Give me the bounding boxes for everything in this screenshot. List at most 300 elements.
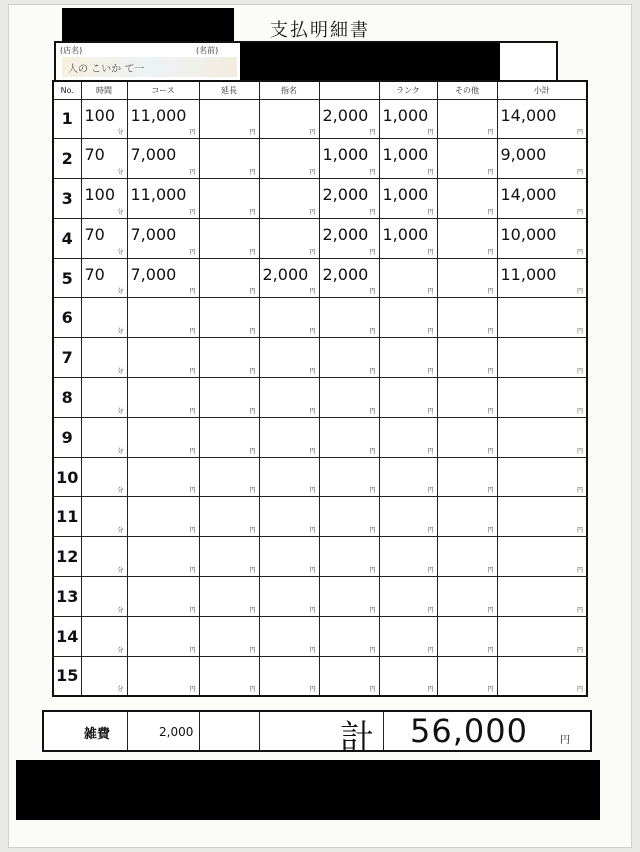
table-cell <box>437 139 497 179</box>
unit-label: 円 <box>309 447 316 455</box>
unit-label: 円 <box>189 487 196 495</box>
row-number: 4 <box>53 218 81 258</box>
table-cell <box>379 537 437 577</box>
unit-label: 分 <box>117 288 124 296</box>
table-cell <box>259 99 319 139</box>
unit-label: 円 <box>249 208 256 216</box>
table-cell <box>437 179 497 219</box>
table-cell <box>497 577 587 617</box>
table-cell <box>437 298 497 338</box>
unit-label: 円 <box>427 368 434 376</box>
unit-label: 円 <box>487 527 494 535</box>
table-cell <box>199 457 259 497</box>
unit-label: 円 <box>369 169 376 177</box>
unit-label: 分 <box>117 527 124 535</box>
unit-label: 円 <box>427 248 434 256</box>
table-cell <box>259 298 319 338</box>
column-header: コース <box>127 81 199 99</box>
table-cell <box>497 218 587 258</box>
table-cell <box>81 378 127 418</box>
table-cell <box>319 656 379 696</box>
unit-label: 円 <box>487 328 494 336</box>
unit-label: 円 <box>249 685 256 693</box>
unit-label: 円 <box>576 248 583 256</box>
table-cell <box>81 616 127 656</box>
unit-label: 円 <box>487 567 494 575</box>
row-number: 3 <box>53 179 81 219</box>
payment-table <box>52 80 588 697</box>
table-cell <box>379 258 437 298</box>
table-cell <box>199 179 259 219</box>
unit-label: 円 <box>189 447 196 455</box>
row-number: 11 <box>53 497 81 537</box>
table-cell <box>81 99 127 139</box>
unit-label: 分 <box>117 328 124 336</box>
unit-label: 円 <box>189 646 196 654</box>
table-cell <box>437 577 497 617</box>
unit-label: 円 <box>369 487 376 495</box>
table-cell <box>199 99 259 139</box>
unit-label: 円 <box>189 208 196 216</box>
unit-label: 分 <box>117 129 124 137</box>
total-label: 計 <box>340 718 374 758</box>
table-cell <box>259 378 319 418</box>
table-cell <box>437 218 497 258</box>
unit-label: 分 <box>117 646 124 654</box>
row-number: 9 <box>53 417 81 457</box>
table-cell <box>497 457 587 497</box>
table-cell <box>259 139 319 179</box>
unit-label: 円 <box>369 328 376 336</box>
unit-label: 円 <box>427 208 434 216</box>
cell-value: 7,000 <box>130 145 177 165</box>
cell-value: 1,000 <box>382 224 429 244</box>
unit-label: 円 <box>189 169 196 177</box>
unit-label: 円 <box>189 288 196 296</box>
unit-label: 円 <box>249 129 256 137</box>
table-cell <box>437 537 497 577</box>
unit-label: 円 <box>369 685 376 693</box>
unit-label: 分 <box>117 368 124 376</box>
cell-value: 2,000 <box>322 224 369 244</box>
table-cell <box>497 179 587 219</box>
unit-label: 分 <box>117 208 124 216</box>
table-row <box>53 577 587 617</box>
table-cell <box>81 338 127 378</box>
table-cell <box>81 179 127 219</box>
table-cell <box>379 298 437 338</box>
row-number: 5 <box>53 258 81 298</box>
unit-label: 円 <box>576 368 583 376</box>
table-cell <box>127 378 199 418</box>
table-cell <box>437 378 497 418</box>
cell-value: 100 <box>84 105 116 125</box>
cell-value: 7,000 <box>130 264 177 284</box>
table-cell <box>437 338 497 378</box>
table-cell <box>319 99 379 139</box>
table-cell <box>127 139 199 179</box>
unit-label: 円 <box>249 567 256 575</box>
unit-label: 円 <box>309 169 316 177</box>
unit-label: 円 <box>369 288 376 296</box>
unit-label: 円 <box>369 567 376 575</box>
table-row <box>53 139 587 179</box>
table-cell <box>81 577 127 617</box>
unit-label: 円 <box>427 328 434 336</box>
unit-label: 円 <box>309 527 316 535</box>
unit-label: 円 <box>487 646 494 654</box>
unit-label: 円 <box>369 407 376 415</box>
unit-label: 円 <box>249 407 256 415</box>
table-cell <box>259 338 319 378</box>
table-cell <box>379 497 437 537</box>
row-number: 8 <box>53 378 81 418</box>
unit-label: 円 <box>249 487 256 495</box>
unit-label: 分 <box>117 685 124 693</box>
cell-value: 2,000 <box>322 264 369 284</box>
unit-label: 円 <box>369 248 376 256</box>
table-cell <box>199 338 259 378</box>
total-value: 56,000 <box>410 712 528 750</box>
unit-label: 円 <box>576 646 583 654</box>
cell-value: 7,000 <box>130 224 177 244</box>
table-cell <box>199 258 259 298</box>
unit-label: 円 <box>249 606 256 614</box>
table-cell <box>497 258 587 298</box>
table-row <box>53 497 587 537</box>
table-cell <box>127 616 199 656</box>
unit-label: 円 <box>189 407 196 415</box>
table-cell <box>259 218 319 258</box>
shop-label: (店名) <box>60 46 83 55</box>
unit-label: 円 <box>487 447 494 455</box>
table-cell <box>259 179 319 219</box>
table-cell <box>81 218 127 258</box>
table-cell <box>319 338 379 378</box>
table-cell <box>199 656 259 696</box>
table-cell <box>319 179 379 219</box>
table-cell <box>199 378 259 418</box>
unit-label: 円 <box>427 567 434 575</box>
table-cell <box>497 139 587 179</box>
cell-value: 14,000 <box>500 185 557 205</box>
unit-label: 円 <box>189 606 196 614</box>
table-cell <box>437 616 497 656</box>
table-cell <box>199 139 259 179</box>
table-cell <box>127 179 199 219</box>
unit-label: 円 <box>249 288 256 296</box>
row-number: 13 <box>53 577 81 617</box>
row-number: 14 <box>53 616 81 656</box>
table-cell <box>199 616 259 656</box>
table-cell <box>379 577 437 617</box>
table-row <box>53 656 587 696</box>
table-cell <box>199 497 259 537</box>
column-header: 指名 <box>259 81 319 99</box>
table-row <box>53 417 587 457</box>
column-header <box>319 81 379 99</box>
unit-label: 円 <box>487 288 494 296</box>
unit-label: 円 <box>487 248 494 256</box>
table-cell <box>259 656 319 696</box>
table-cell <box>497 378 587 418</box>
unit-label: 分 <box>117 567 124 575</box>
column-header: ランク <box>379 81 437 99</box>
table-cell <box>379 656 437 696</box>
table-cell <box>319 577 379 617</box>
unit-label: 円 <box>309 368 316 376</box>
unit-label: 円 <box>309 129 316 137</box>
table-cell <box>259 616 319 656</box>
row-number: 7 <box>53 338 81 378</box>
unit-label: 円 <box>576 567 583 575</box>
unit-label: 円 <box>576 447 583 455</box>
row-number: 10 <box>53 457 81 497</box>
table-cell <box>497 99 587 139</box>
unit-label: 円 <box>427 288 434 296</box>
table-cell <box>81 298 127 338</box>
table-cell <box>199 577 259 617</box>
unit-label: 円 <box>309 567 316 575</box>
row-number: 2 <box>53 139 81 179</box>
unit-label: 円 <box>189 527 196 535</box>
column-header: その他 <box>437 81 497 99</box>
table-cell <box>379 139 437 179</box>
footer-row <box>42 710 592 758</box>
table-cell <box>437 656 497 696</box>
table-cell <box>379 179 437 219</box>
unit-label: 円 <box>576 328 583 336</box>
table-row <box>53 179 587 219</box>
table-cell <box>127 656 199 696</box>
table-cell <box>437 99 497 139</box>
unit-label: 円 <box>369 646 376 654</box>
unit-label: 円 <box>309 407 316 415</box>
redaction-name <box>240 43 500 83</box>
cell-value: 9,000 <box>500 145 547 165</box>
unit-label: 円 <box>576 407 583 415</box>
table-cell <box>81 656 127 696</box>
unit-label: 円 <box>309 208 316 216</box>
column-header: 小計 <box>497 81 587 99</box>
unit-label: 分 <box>117 407 124 415</box>
table-cell <box>127 258 199 298</box>
unit-label: 円 <box>189 328 196 336</box>
table-cell <box>497 338 587 378</box>
table-cell <box>127 497 199 537</box>
table-cell <box>81 457 127 497</box>
table-row <box>53 378 587 418</box>
table-row <box>53 616 587 656</box>
unit-label: 円 <box>427 407 434 415</box>
table-cell <box>497 537 587 577</box>
table-cell <box>379 99 437 139</box>
table-cell <box>259 457 319 497</box>
unit-label: 円 <box>487 407 494 415</box>
cell-value: 100 <box>84 185 116 205</box>
table-cell <box>127 417 199 457</box>
table-cell <box>319 497 379 537</box>
table-cell <box>319 139 379 179</box>
unit-label: 円 <box>309 685 316 693</box>
table-row <box>53 338 587 378</box>
row-number: 1 <box>53 99 81 139</box>
table-cell <box>259 417 319 457</box>
table-cell <box>199 298 259 338</box>
table-row <box>53 99 587 139</box>
table-cell <box>319 218 379 258</box>
unit-label: 円 <box>487 368 494 376</box>
row-number: 15 <box>53 656 81 696</box>
document-title: 支払明細書 <box>270 20 370 41</box>
unit-label: 円 <box>249 447 256 455</box>
unit-label: 円 <box>309 248 316 256</box>
unit-label: 円 <box>369 606 376 614</box>
table-cell <box>437 258 497 298</box>
unit-label: 円 <box>249 169 256 177</box>
table-cell <box>259 258 319 298</box>
cell-value: 70 <box>84 145 105 165</box>
unit-label: 円 <box>576 288 583 296</box>
unit-label: 円 <box>427 685 434 693</box>
table-cell <box>319 616 379 656</box>
table-cell <box>319 457 379 497</box>
table-cell <box>437 497 497 537</box>
unit-label: 円 <box>309 646 316 654</box>
table-cell <box>259 577 319 617</box>
cell-value: 11,000 <box>130 105 187 125</box>
unit-label: 円 <box>427 487 434 495</box>
table-cell <box>319 258 379 298</box>
unit-label: 円 <box>576 527 583 535</box>
cell-value: 2,000 <box>262 264 309 284</box>
unit-label: 円 <box>189 129 196 137</box>
table-cell <box>497 616 587 656</box>
table-cell <box>259 497 319 537</box>
table-cell <box>497 497 587 537</box>
unit-label: 分 <box>117 169 124 177</box>
table-cell <box>127 537 199 577</box>
cell-value: 11,000 <box>130 185 187 205</box>
unit-label: 円 <box>309 288 316 296</box>
cell-value: 10,000 <box>500 224 557 244</box>
table-cell <box>199 417 259 457</box>
unit-label: 円 <box>427 527 434 535</box>
unit-label: 分 <box>117 447 124 455</box>
unit-label: 円 <box>487 685 494 693</box>
unit-label: 円 <box>576 685 583 693</box>
cell-value: 70 <box>84 264 105 284</box>
cell-value: 11,000 <box>500 264 557 284</box>
unit-label: 円 <box>576 487 583 495</box>
total-unit: 円 <box>560 735 570 746</box>
unit-label: 円 <box>576 169 583 177</box>
unit-label: 円 <box>249 328 256 336</box>
unit-label: 円 <box>427 606 434 614</box>
row-number: 6 <box>53 298 81 338</box>
table-cell <box>127 99 199 139</box>
table-cell <box>127 298 199 338</box>
table-cell <box>497 298 587 338</box>
table-cell <box>127 218 199 258</box>
cell-value: 1,000 <box>382 105 429 125</box>
table-cell <box>199 537 259 577</box>
unit-label: 円 <box>249 527 256 535</box>
table-cell <box>379 338 437 378</box>
column-header: 延長 <box>199 81 259 99</box>
table-cell <box>379 457 437 497</box>
unit-label: 円 <box>189 368 196 376</box>
table-cell <box>379 616 437 656</box>
unit-label: 円 <box>189 248 196 256</box>
unit-label: 円 <box>309 606 316 614</box>
table-row <box>53 457 587 497</box>
table-cell <box>319 298 379 338</box>
table-cell <box>379 417 437 457</box>
unit-label: 円 <box>487 208 494 216</box>
table-cell <box>81 497 127 537</box>
table-cell <box>81 417 127 457</box>
unit-label: 円 <box>189 567 196 575</box>
unit-label: 円 <box>369 129 376 137</box>
unit-label: 円 <box>369 368 376 376</box>
shop-name-stamp: 人の こいか て一 <box>62 57 237 77</box>
unit-label: 円 <box>576 208 583 216</box>
table-header-row <box>53 81 587 99</box>
unit-label: 円 <box>576 606 583 614</box>
table-cell <box>319 378 379 418</box>
unit-label: 円 <box>427 646 434 654</box>
unit-label: 円 <box>487 606 494 614</box>
table-cell <box>497 656 587 696</box>
table-cell <box>127 457 199 497</box>
unit-label: 円 <box>576 129 583 137</box>
unit-label: 円 <box>249 646 256 654</box>
table-cell <box>319 417 379 457</box>
table-cell <box>127 338 199 378</box>
table-cell <box>81 537 127 577</box>
column-header: No. <box>53 81 81 99</box>
table-cell <box>81 139 127 179</box>
unit-label: 分 <box>117 248 124 256</box>
table-row <box>53 218 587 258</box>
table-cell <box>319 537 379 577</box>
unit-label: 円 <box>309 328 316 336</box>
unit-label: 円 <box>369 527 376 535</box>
cell-value: 2,000 <box>322 105 369 125</box>
unit-label: 円 <box>487 487 494 495</box>
table-row <box>53 258 587 298</box>
name-label: (名前) <box>196 46 219 55</box>
unit-label: 円 <box>487 129 494 137</box>
unit-label: 円 <box>249 368 256 376</box>
misc-value: 2,000 <box>159 725 194 739</box>
cell-value: 1,000 <box>322 145 369 165</box>
redaction-bottom <box>16 760 600 820</box>
table-cell <box>379 218 437 258</box>
unit-label: 分 <box>117 487 124 495</box>
cell-value: 1,000 <box>382 185 429 205</box>
unit-label: 分 <box>117 606 124 614</box>
unit-label: 円 <box>189 685 196 693</box>
unit-label: 円 <box>369 447 376 455</box>
table-cell <box>379 378 437 418</box>
table-row <box>53 537 587 577</box>
table-cell <box>127 577 199 617</box>
table-cell <box>437 417 497 457</box>
cell-value: 1,000 <box>382 145 429 165</box>
column-header: 時間 <box>81 81 127 99</box>
